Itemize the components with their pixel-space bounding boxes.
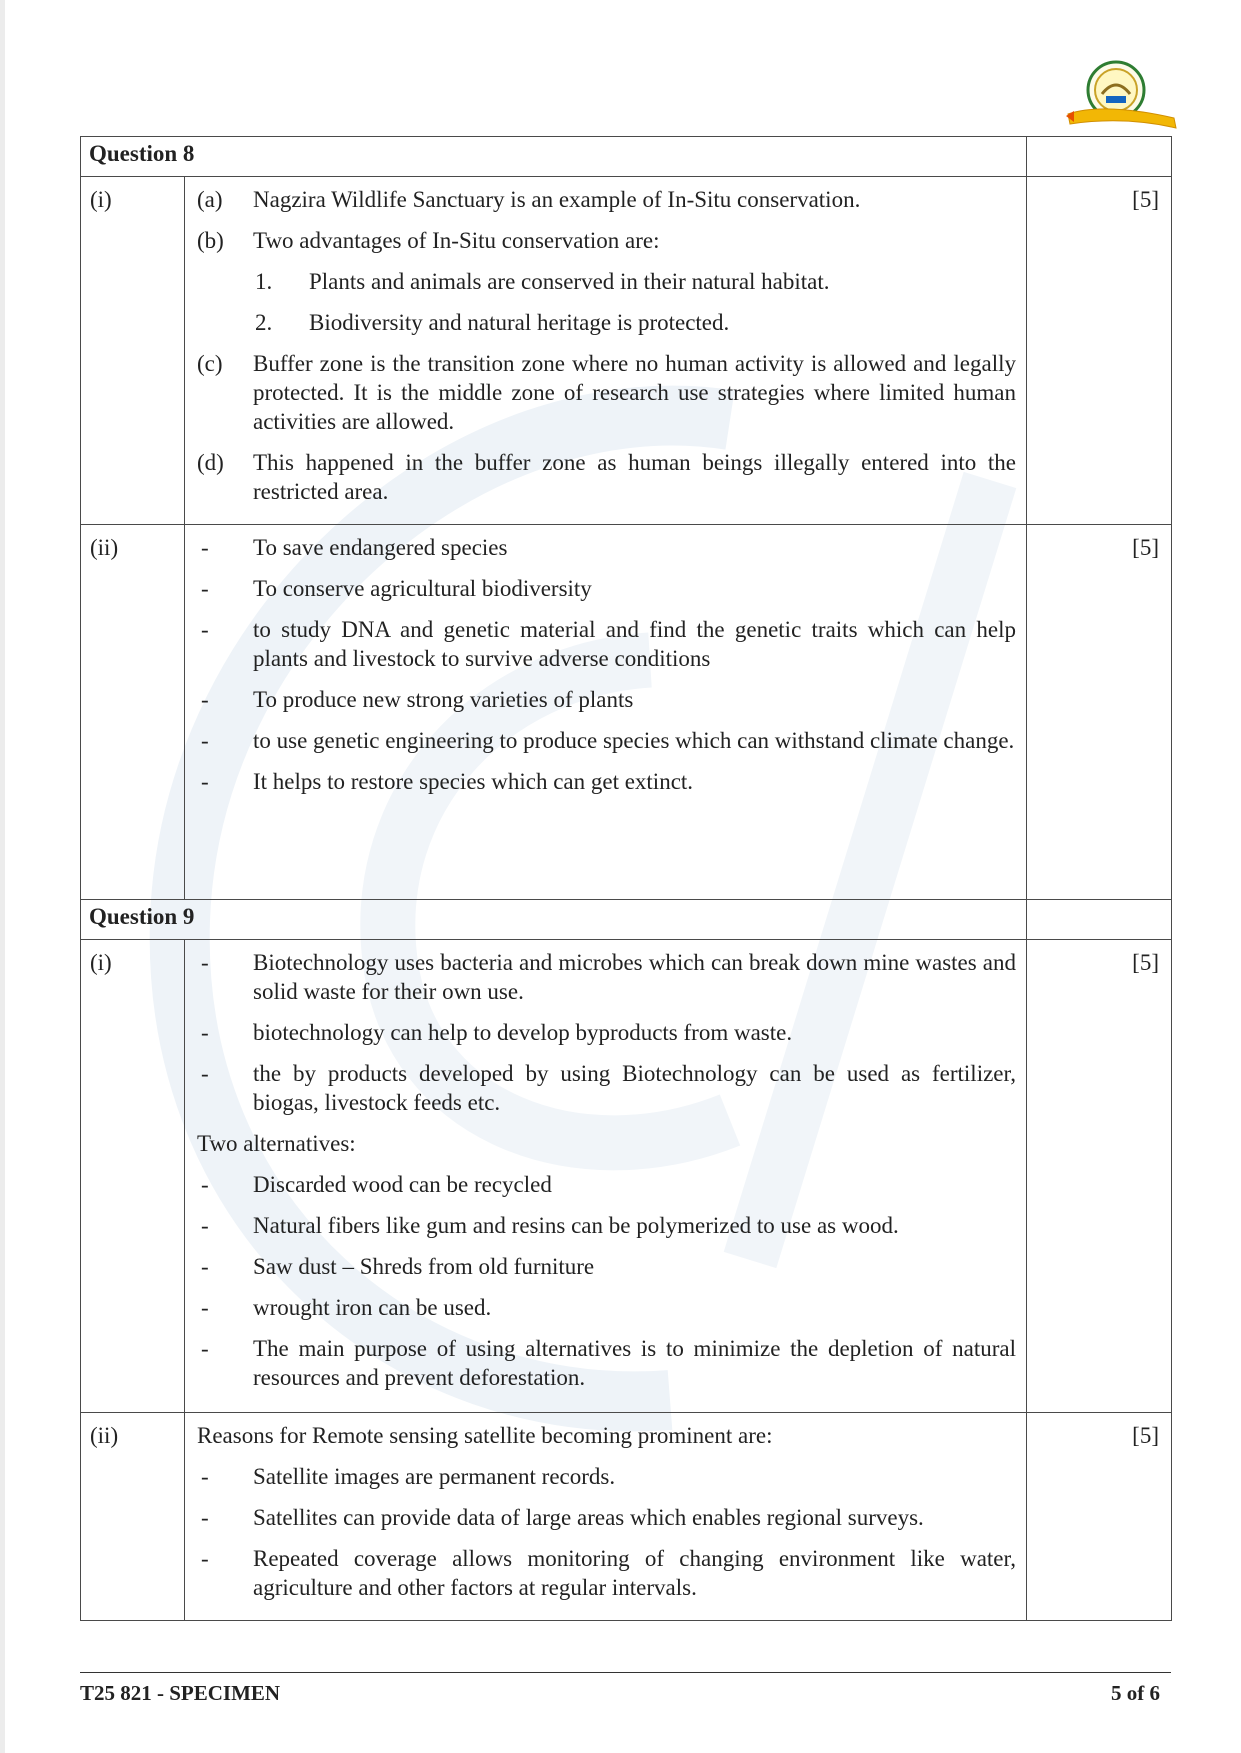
item-text: to use genetic engineering to produce species which can withstand climate change. xyxy=(253,728,1015,753)
bullet-item xyxy=(197,1462,1016,1491)
part-label: (ii) xyxy=(81,1413,185,1621)
question-9-part-i-row xyxy=(81,940,1172,1413)
item-label: 2. xyxy=(255,310,273,335)
marks: [5] xyxy=(1027,525,1172,900)
page-edge xyxy=(0,0,5,1753)
bullet-item xyxy=(197,574,1016,603)
bullet-dash: - xyxy=(201,728,209,753)
item-text: To produce new strong varieties of plants xyxy=(253,687,634,712)
bullet-item xyxy=(197,533,1016,562)
bullet-dash: - xyxy=(201,1213,209,1238)
bullet-dash: - xyxy=(201,1254,209,1279)
item-text: Two advantages of In-Situ conservation are: xyxy=(253,228,660,253)
question-title: Question 9 xyxy=(81,900,1027,940)
answer-content xyxy=(185,940,1027,1413)
bullet-dash: - xyxy=(201,535,209,560)
item-text: Repeated coverage allows monitoring of changing environment like water, agriculture and other factors at regular intervals. xyxy=(253,1546,1016,1600)
bullet-dash: - xyxy=(201,1546,209,1571)
bullet-dash: - xyxy=(201,950,209,975)
cisce-logo-seal xyxy=(1064,56,1178,136)
item-text: It helps to restore species which can get extinct. xyxy=(253,769,694,794)
bullet-dash: - xyxy=(201,687,209,712)
item-text: biotechnology can help to develop byproducts from waste. xyxy=(253,1020,793,1045)
item-label: (c) xyxy=(197,351,223,376)
bullet-dash: - xyxy=(201,1336,209,1361)
marks: [5] xyxy=(1027,177,1172,525)
bullet-item xyxy=(197,1211,1016,1240)
item-label: 1. xyxy=(255,269,273,294)
answer-content xyxy=(185,525,1027,900)
question-9-header-row xyxy=(81,900,1172,940)
question-8-part-ii-row xyxy=(81,525,1172,900)
bullet-item xyxy=(197,1293,1016,1322)
bullet-item xyxy=(197,767,1016,796)
marks: [5] xyxy=(1027,1413,1172,1621)
item-label: (d) xyxy=(197,450,224,475)
item-text: Satellite images are permanent records. xyxy=(253,1464,616,1489)
bullet-item xyxy=(197,1252,1016,1281)
page-number: 5 of 6 xyxy=(1111,1681,1160,1705)
item-text: the by products developed by using Biotechnology can be used as fertilizer, biogas, livestock feeds etc. xyxy=(253,1061,1016,1115)
part-label: (ii) xyxy=(81,525,185,900)
bullet-dash: - xyxy=(201,1061,209,1086)
item-label: (b) xyxy=(197,228,224,253)
item-text: Buffer zone is the transition zone where no human activity is allowed and legally protected. It is the middle zone of research use strategies where limited human activities are allowed. xyxy=(253,351,1016,434)
numbered-subitem xyxy=(253,308,1016,337)
question-8-part-i-row xyxy=(81,177,1172,525)
item-text: Satellites can provide data of large areas which enables regional surveys. xyxy=(253,1505,924,1530)
bullet-dash: - xyxy=(201,1172,209,1197)
bullet-dash: - xyxy=(201,1020,209,1045)
bullet-dash: - xyxy=(201,1505,209,1530)
marking-scheme-table xyxy=(80,136,1172,1621)
bullet-dash: - xyxy=(201,576,209,601)
bullet-item xyxy=(197,615,1016,673)
answer-content xyxy=(185,1413,1027,1621)
marks-cell-empty xyxy=(1027,137,1172,177)
footer-rule xyxy=(80,1672,1171,1673)
subheading: Reasons for Remote sensing satellite becoming prominent are: xyxy=(197,1423,773,1448)
item-text: Discarded wood can be recycled xyxy=(253,1172,552,1197)
item-text: To save endangered species xyxy=(253,535,508,560)
bullet-item xyxy=(197,1018,1016,1047)
answer-item xyxy=(197,226,1016,255)
question-8-header-row xyxy=(81,137,1172,177)
bullet-item xyxy=(197,685,1016,714)
bullet-dash: - xyxy=(201,769,209,794)
bullet-item xyxy=(197,1544,1016,1602)
subheading: Two alternatives: xyxy=(197,1131,356,1156)
part-label: (i) xyxy=(81,940,185,1413)
bullet-dash: - xyxy=(201,1295,209,1320)
item-text: Natural fibers like gum and resins can be polymerized to use as wood. xyxy=(253,1213,899,1238)
bullet-item xyxy=(197,726,1016,755)
question-9-part-ii-row xyxy=(81,1413,1172,1621)
item-text: Saw dust – Shreds from old furniture xyxy=(253,1254,595,1279)
item-text: This happened in the buffer zone as human beings illegally entered into the restricted area. xyxy=(253,450,1016,504)
item-text: Biotechnology uses bacteria and microbes which can break down mine wastes and solid waste for their own use. xyxy=(253,950,1016,1004)
answer-content xyxy=(185,177,1027,525)
item-text: To conserve agricultural biodiversity xyxy=(253,576,592,601)
item-text: The main purpose of using alternatives is to minimize the depletion of natural resources and prevent deforestation. xyxy=(253,1336,1016,1390)
answer-item xyxy=(197,349,1016,436)
item-text: Plants and animals are conserved in their natural habitat. xyxy=(309,269,830,294)
answer-item xyxy=(197,185,1016,214)
paper-code: T25 821 - SPECIMEN xyxy=(80,1681,281,1705)
marks: [5] xyxy=(1027,940,1172,1413)
item-text: to study DNA and genetic material and find the genetic traits which can help plants and livestock to survive adverse conditions xyxy=(253,617,1016,671)
bullet-item xyxy=(197,948,1016,1006)
bullet-item xyxy=(197,1170,1016,1199)
item-text: Biodiversity and natural heritage is protected. xyxy=(309,310,730,335)
marks-cell-empty xyxy=(1027,900,1172,940)
bullet-item xyxy=(197,1059,1016,1117)
item-text: Nagzira Wildlife Sanctuary is an example of In-Situ conservation. xyxy=(253,187,861,212)
bullet-item xyxy=(197,1503,1016,1532)
numbered-subitem xyxy=(253,267,1016,296)
part-label: (i) xyxy=(81,177,185,525)
question-title: Question 8 xyxy=(81,137,1027,177)
bullet-item xyxy=(197,1334,1016,1392)
answer-item xyxy=(197,448,1016,506)
bullet-dash: - xyxy=(201,1464,209,1489)
item-text: wrought iron can be used. xyxy=(253,1295,492,1320)
bullet-dash: - xyxy=(201,617,209,642)
item-label: (a) xyxy=(197,187,223,212)
